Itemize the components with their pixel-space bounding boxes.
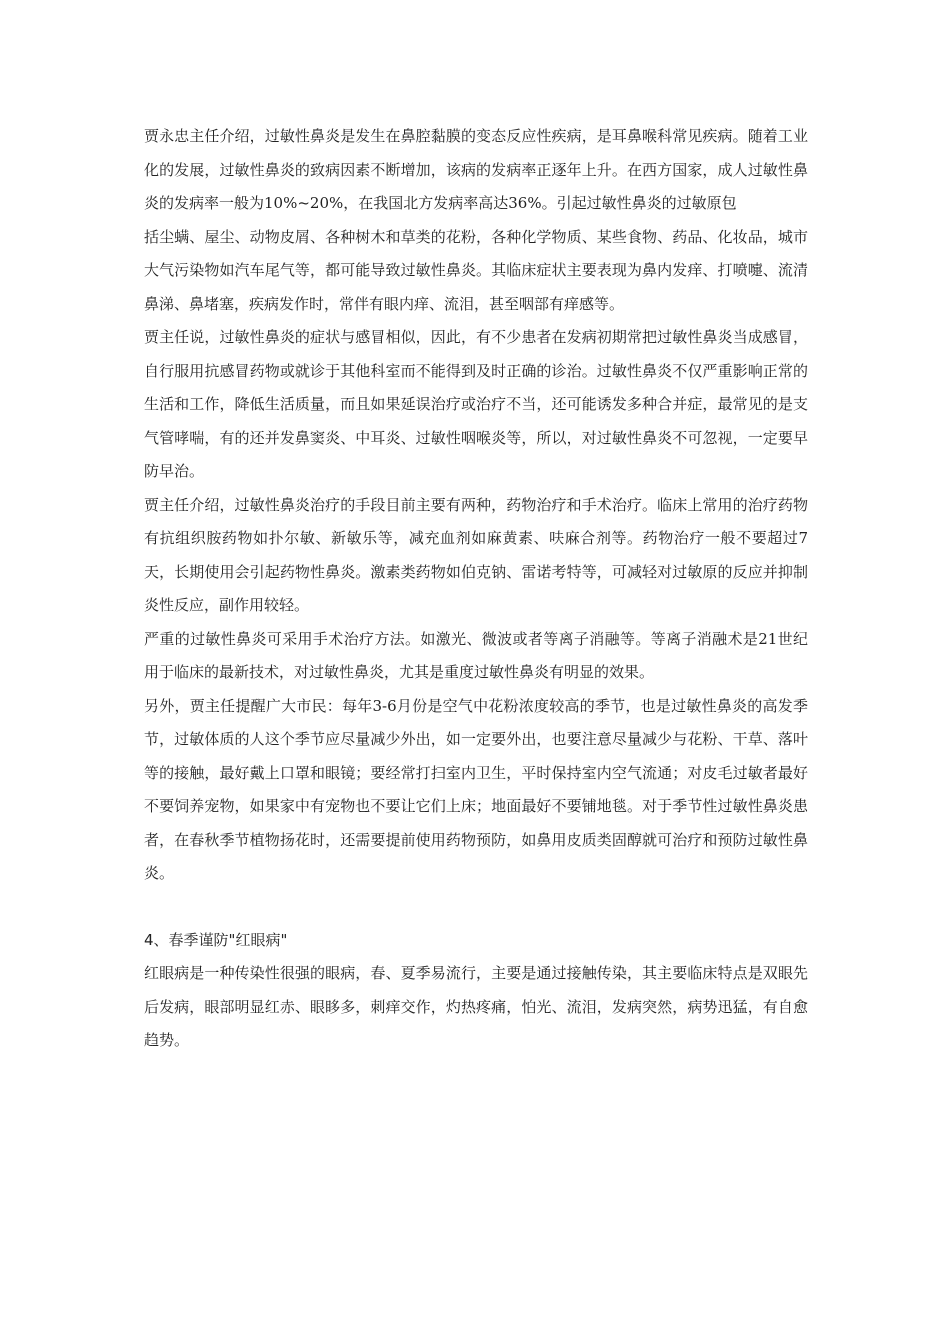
section-spacer <box>144 891 808 924</box>
paragraph-treatment-methods: 贾主任介绍，过敏性鼻炎治疗的手段目前主要有两种，药物治疗和手术治疗。临床上常用的治疗药物有抗组织胺药物如扑尔敏、新敏乐等，减充血剂如麻黄素、呋麻合剂等。药物治疗一般不要超过7天，长期使用会引起药物性鼻炎。激素类药物如伯克钠、雷诺考特等，可减轻对过敏原的反应并抑制炎性反应，副作用较轻。 <box>144 495 808 614</box>
paragraph-allergens: 括尘螨、屋尘、动物皮屑、各种树木和草类的花粉，各种化学物质、某些食物、药品、化妆品，城市大气污染物如汽车尾气等，都可能导致过敏性鼻炎。其临床症状主要表现为鼻内发痒、打喷嚏、流清鼻涕、鼻堵塞，疾病发作时，常伴有眼内痒、流泪，甚至咽部有痒感等。 <box>144 227 808 313</box>
paragraph-pink-eye: 红眼病是一种传染性很强的眼病，春、夏季易流行，主要是通过接触传染，其主要临床特点是双眼先后发病，眼部明显红赤、眼眵多，刺痒交作，灼热疼痛，怕光、流泪，发病突然，病势迅猛，有自愈趋势。 <box>144 964 808 1049</box>
paragraph-surgical-treatment: 严重的过敏性鼻炎可采用手术治疗方法。如激光、微波或者等离子消融等。等离子消融术是21世纪用于临床的最新技术，对过敏性鼻炎，尤其是重度过敏性鼻炎有明显的效果。 <box>144 629 808 681</box>
paragraph-allergic-rhinitis-intro: 贾永忠主任介绍，过敏性鼻炎是发生在鼻腔黏膜的变态反应性疾病，是耳鼻喉科常见疾病。随着工业化的发展，过敏性鼻炎的致病因素不断增加，该病的发病率正逐年上升。在西方国家，成人过敏性鼻炎的发病率一般为10%~20%，在我国北方发病率高达36%。引起过敏性鼻炎的过敏原包 <box>144 127 808 212</box>
section-heading: 4、春季谨防"红眼病" <box>144 930 288 949</box>
document-body <box>144 120 808 1058</box>
paragraph-prevention-advice: 另外，贾主任提醒广大市民：每年3-6月份是空气中花粉浓度较高的季节，也是过敏性鼻炎的高发季节，过敏体质的人这个季节应尽量减少外出，如一定要外出，也要注意尽量减少与花粉、干草、落叶等的接触，最好戴上口罩和眼镜；要经常打扫室内卫生，平时保持室内空气流通；对皮毛过敏者最好不要饲养宠物，如果家中有宠物也不要让它们上床；地面最好不要铺地毯。对于季节性过敏性鼻炎患者，在春秋季节植物扬花时，还需要提前使用药物预防，如鼻用皮质类固醇就可治疗和预防过敏性鼻炎。 <box>144 696 808 882</box>
paragraph-symptoms-vs-cold: 贾主任说，过敏性鼻炎的症状与感冒相似，因此，有不少患者在发病初期常把过敏性鼻炎当成感冒，自行服用抗感冒药物或就诊于其他科室而不能得到及时正确的诊治。过敏性鼻炎不仅严重影响正常的生活和工作，降低生活质量，而且如果延误治疗或治疗不当，还可能诱发多种合并症，最常见的是支气管哮喘，有的还并发鼻窦炎、中耳炎、过敏性咽喉炎等，所以，对过敏性鼻炎不可忽视，一定要早防早治。 <box>144 328 808 480</box>
